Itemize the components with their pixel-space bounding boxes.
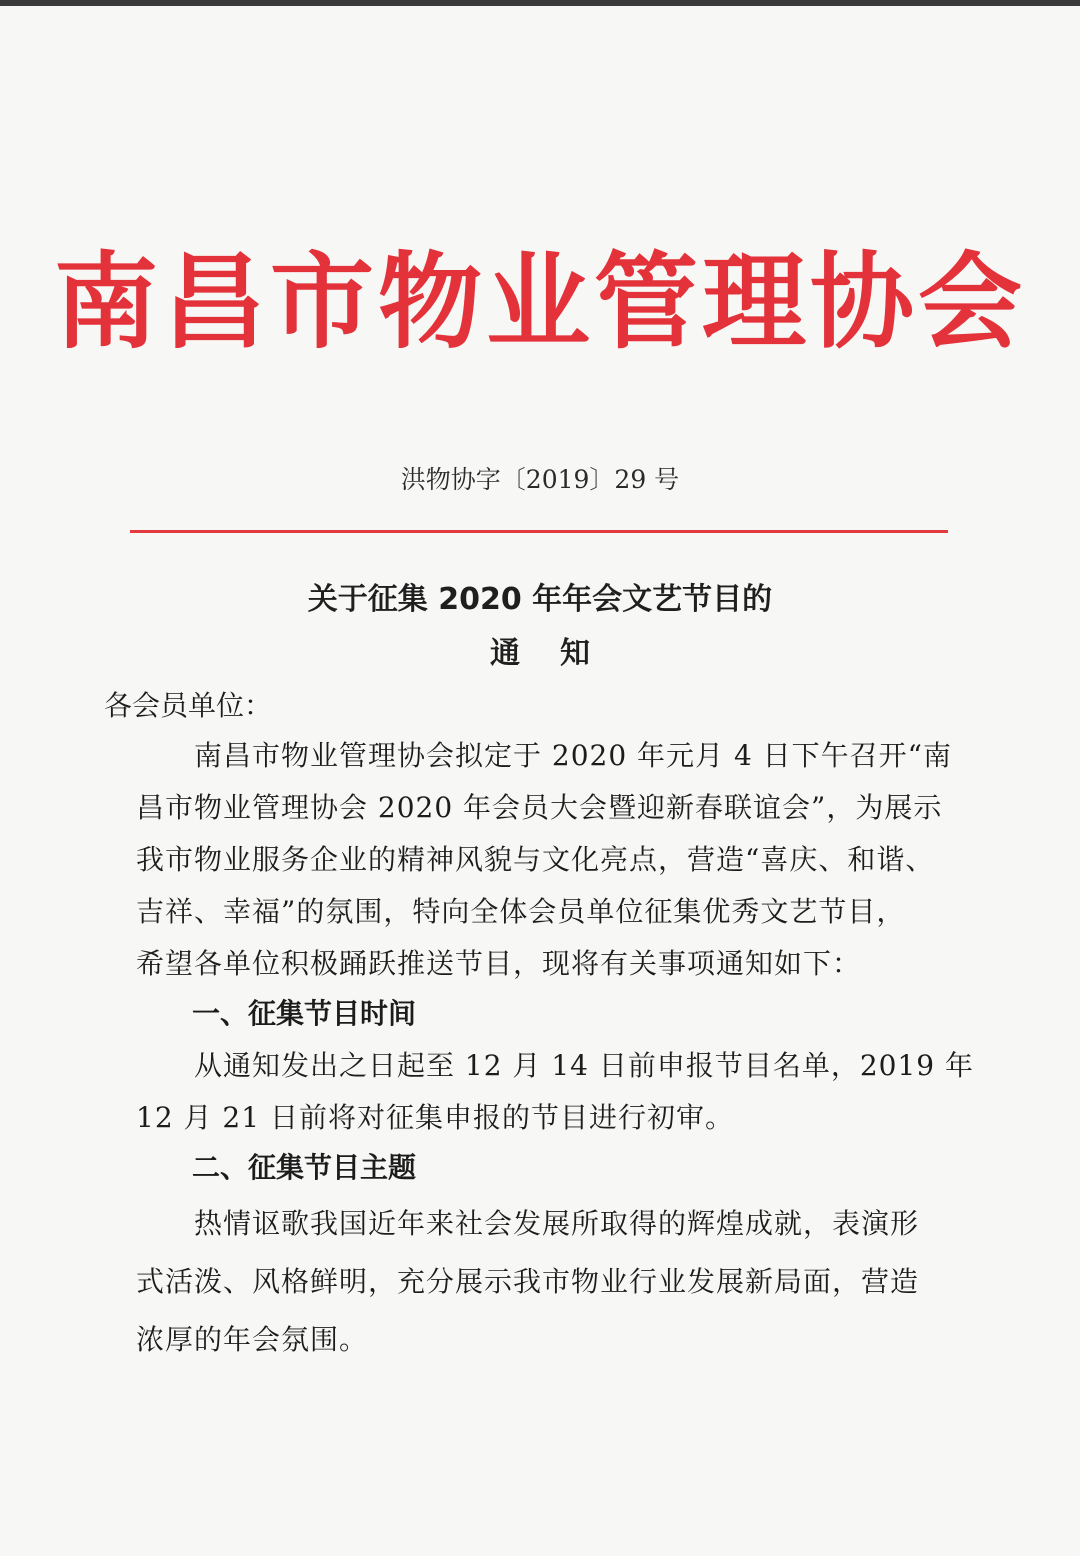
intro-line-2: 昌市物业管理协会 2020 年会员大会暨迎新春联谊会”，为展示 xyxy=(136,791,943,824)
section-2-heading: 二、征集节目主题 xyxy=(192,1151,417,1184)
intro-line-3: 我市物业服务企业的精神风貌与文化亮点，营造“喜庆、和谐、 xyxy=(136,843,935,876)
letterhead-title: 南昌市物业管理协会 xyxy=(53,241,1026,363)
section-2-line-2: 式活泼、风格鲜明，充分展示我市物业行业发展新局面，营造 xyxy=(136,1265,920,1298)
section-1-line-1: 从通知发出之日起至 12 月 14 日前申报节目名单，2019 年 xyxy=(194,1049,975,1082)
salutation: 各会员单位： xyxy=(104,689,273,722)
intro-line-5: 希望各单位积极踊跃推送节目，现将有关事项通知如下： xyxy=(136,947,862,980)
document-number: 洪物协字〔2019〕29 号 xyxy=(400,465,680,494)
section-2-line-1: 热情讴歌我国近年来社会发展所取得的辉煌成就，表演形 xyxy=(194,1207,920,1240)
section-2-line-3: 浓厚的年会氛围。 xyxy=(136,1323,369,1356)
letterhead-divider xyxy=(130,530,948,533)
intro-line-4: 吉祥、幸福”的氛围，特向全体会员单位征集优秀文艺节目， xyxy=(136,895,906,928)
intro-line-1: 南昌市物业管理协会拟定于 2020 年元月 4 日下午召开“南 xyxy=(194,739,952,772)
section-1-heading: 一、征集节目时间 xyxy=(192,997,417,1030)
notice-title-line-1: 关于征集 2020 年年会文艺节目的 xyxy=(307,582,773,617)
page-top-edge xyxy=(0,0,1080,6)
section-1-line-2: 12 月 21 日前将对征集申报的节目进行初审。 xyxy=(136,1101,734,1134)
notice-title-line-2: 通知 xyxy=(490,636,630,671)
